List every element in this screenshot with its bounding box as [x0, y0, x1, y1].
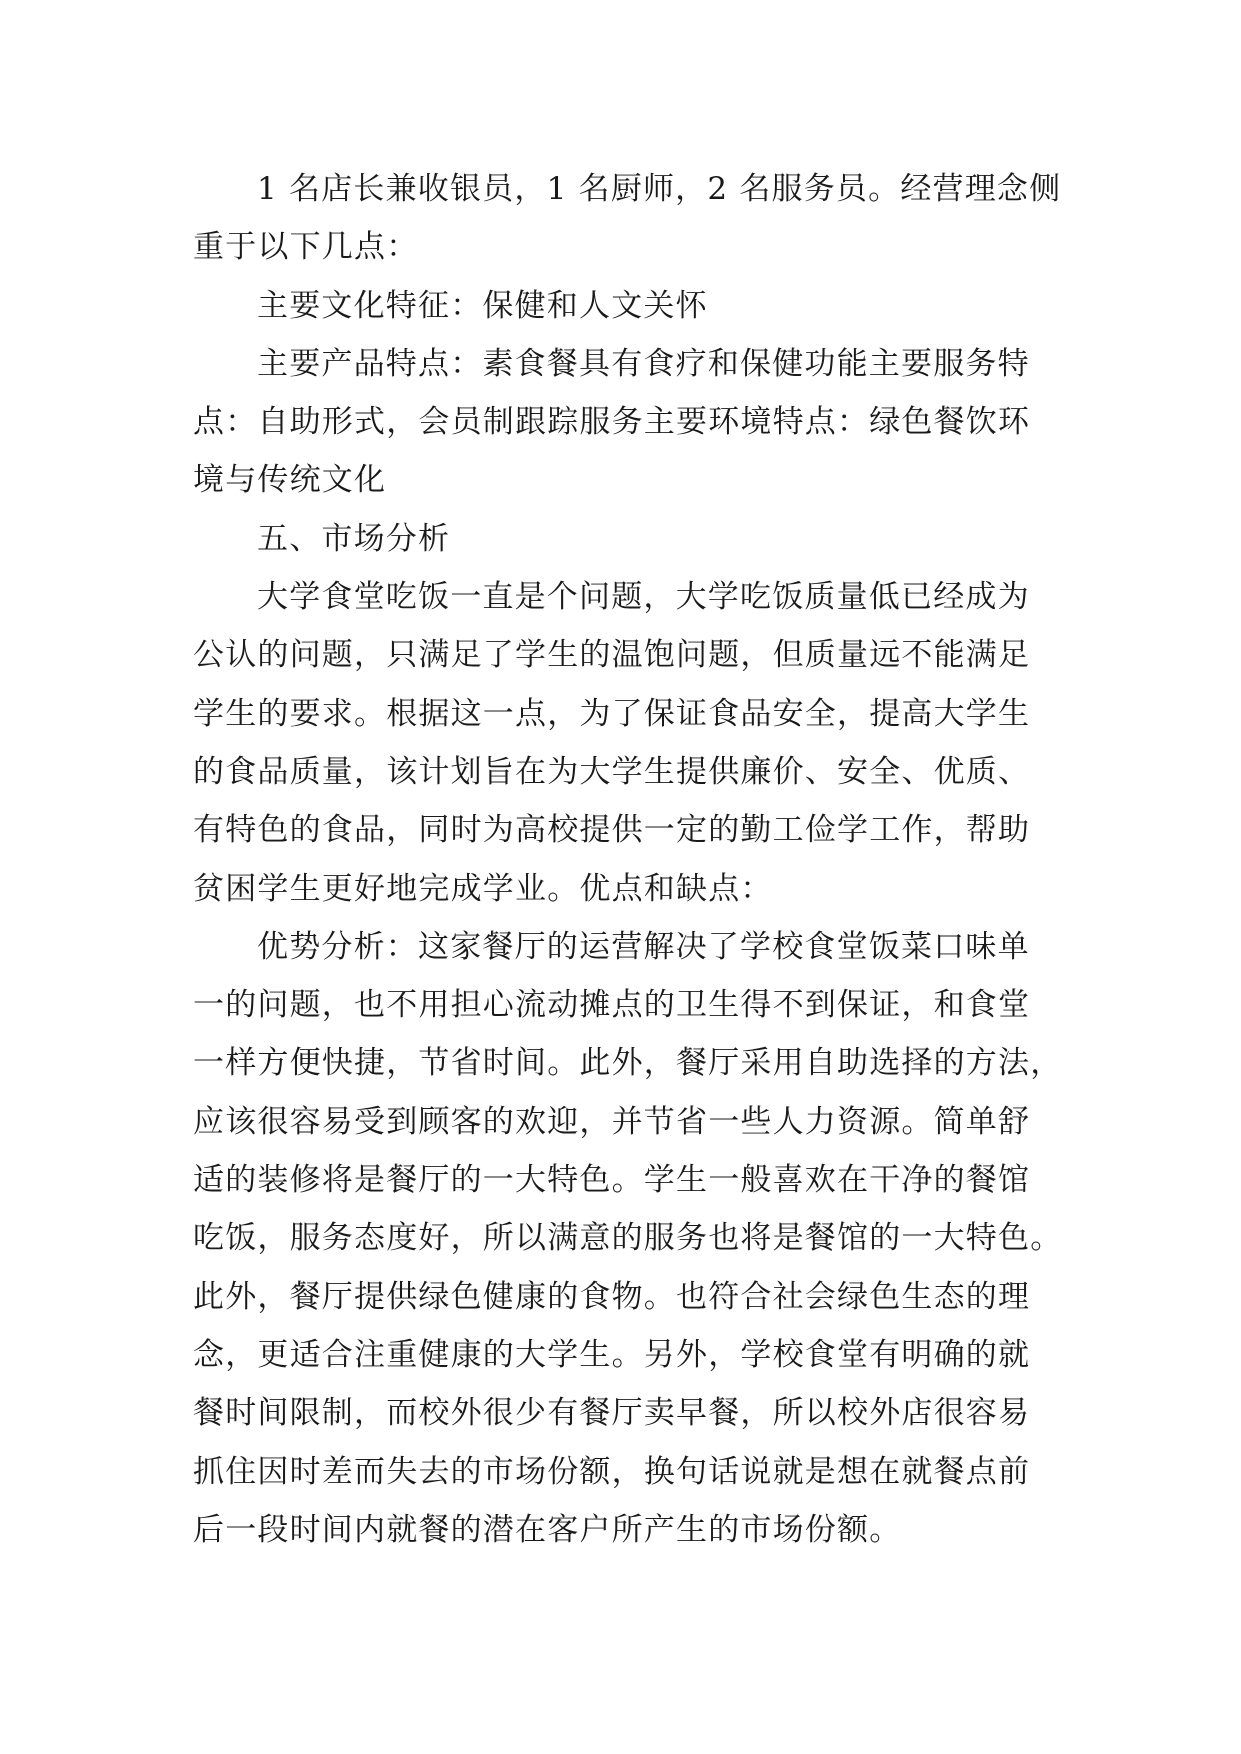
section-heading: [193, 510, 1063, 568]
text-line: 此外，餐厅提供绿色健康的食物。也符合社会绿色生态的理: [193, 1278, 1031, 1315]
text-line: 1 名店长兼收银员，1 名厨师，2 名服务员。经营理念侧: [257, 171, 1062, 207]
text-line: 餐时间限制，而校外很少有餐厅卖早餐，所以校外店很容易: [193, 1395, 1031, 1432]
text-line: 一的问题，也不用担心流动摊点的卫生得不到保证，和食堂: [193, 987, 1031, 1024]
text-line: 适的装修将是餐厅的一大特色。学生一般喜欢在干净的餐馆: [193, 1162, 1031, 1199]
paragraph-product: [193, 335, 1063, 510]
text-line: 吃饭，服务态度好，所以满意的服务也将是餐馆的一大特色。: [193, 1220, 1063, 1257]
text-line: 抓住因时差而失去的市场份额，换句话说就是想在就餐点前: [193, 1453, 1031, 1490]
text-line: 应该很容易受到顾客的欢迎，并节省一些人力资源。简单舒: [193, 1103, 1031, 1140]
paragraph-staffing: [193, 160, 1063, 277]
section-heading-text: 五、市场分析: [257, 520, 451, 557]
paragraph-market: [193, 568, 1063, 918]
text-line: 主要产品特点：素食餐具有食疗和保健功能主要服务特: [257, 345, 1030, 382]
text-line: 贫困学生更好地完成学业。优点和缺点：: [193, 870, 773, 907]
text-line: 有特色的食品，同时为高校提供一定的勤工俭学工作，帮助: [193, 812, 1031, 849]
text-line: 点：自助形式，会员制跟踪服务主要环境特点：绿色餐饮环: [193, 404, 1031, 441]
text-line: 的食品质量，该计划旨在为大学生提供廉价、安全、优质、: [193, 753, 1031, 790]
text-line: 重于以下几点：: [193, 229, 419, 266]
text-line: 主要文化特征：保健和人文关怀: [257, 287, 708, 324]
text-line: 一样方便快捷，节省时间。此外，餐厅采用自助选择的方法，: [193, 1045, 1063, 1082]
text-line: 念，更适合注重健康的大学生。另外，学校食堂有明确的就: [193, 1336, 1031, 1373]
paragraph-culture: [193, 277, 1063, 335]
paragraph-advantages: [193, 918, 1063, 1559]
text-line: 境与传统文化: [193, 462, 387, 499]
text-line: 优势分析：这家餐厅的运营解决了学校食堂饭菜口味单: [257, 928, 1030, 965]
document-body: [193, 160, 1063, 1559]
text-line: 后一段时间内就餐的潜在客户所产生的市场份额。: [193, 1511, 902, 1548]
text-line: 学生的要求。根据这一点，为了保证食品安全，提高大学生: [193, 695, 1031, 732]
text-line: 大学食堂吃饭一直是个问题，大学吃饭质量低已经成为: [257, 579, 1030, 616]
text-line: 公认的问题，只满足了学生的温饱问题，但质量远不能满足: [193, 637, 1031, 674]
